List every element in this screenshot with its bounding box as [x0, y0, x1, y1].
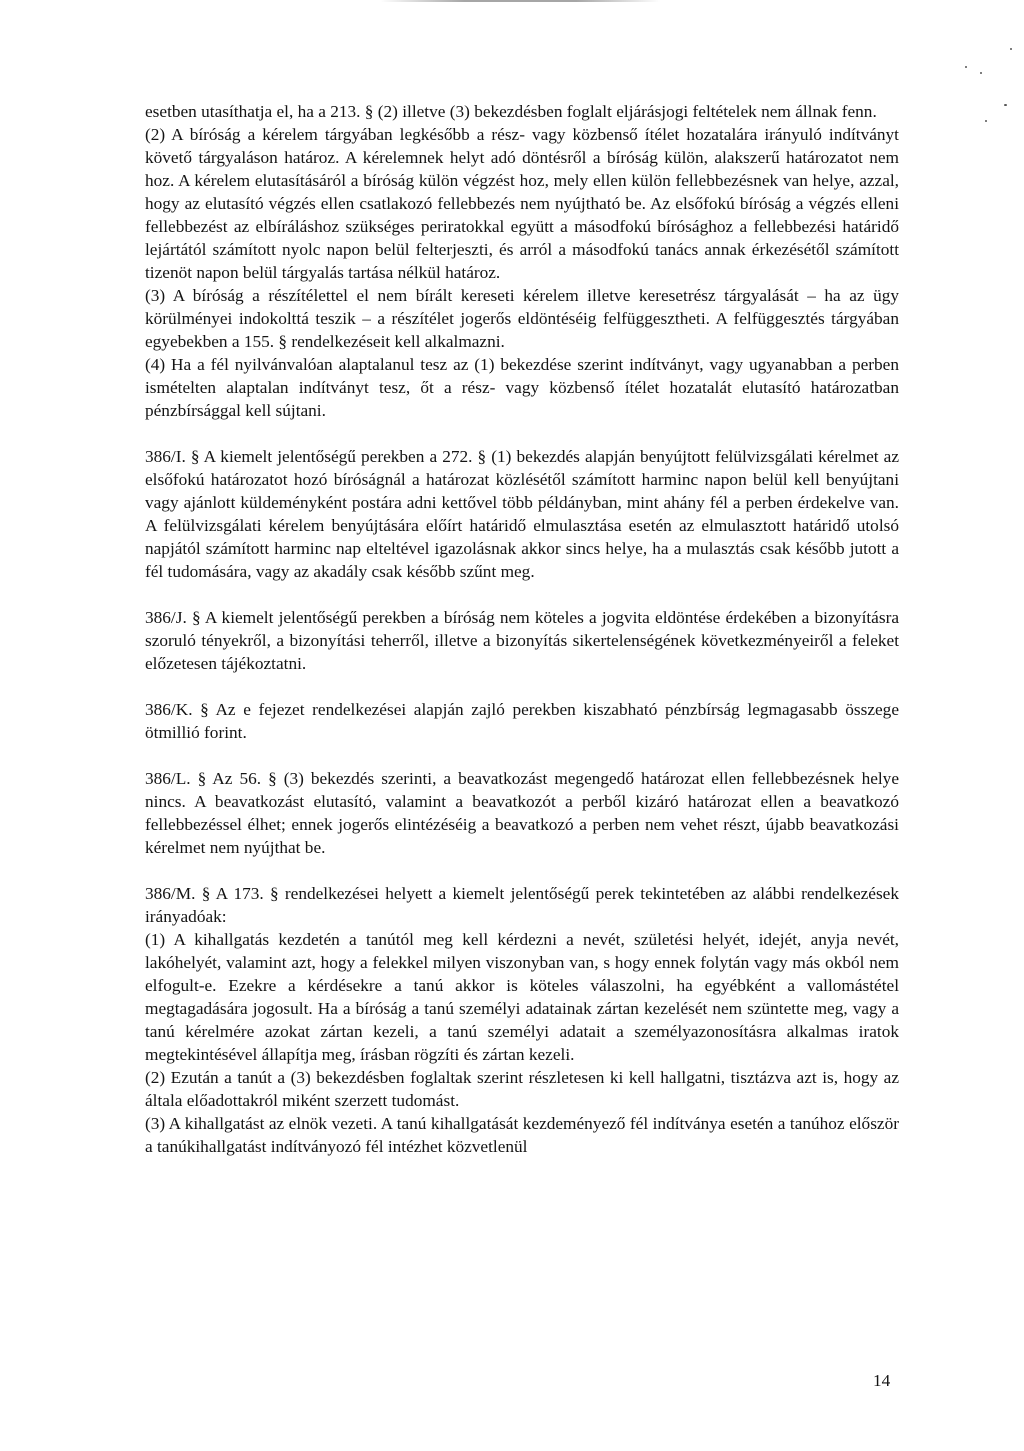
paragraph-spacer: [145, 422, 899, 445]
section-386-m-subsection-1: (1) A kihallgatás kezdetén a tanútól meg kell kérdezni a nevét, születési helyét, idejét, anyja nevét, lakóhelyét, valamint azt, hogy a felekkel milyen viszonyban van, s hogy ennek folytán vagy más okból nem elfogult-e. Ezekre a kérdésekre a tanú akkor is köteles válaszolni, ha egyébként a vallomástétel megtagadására jogosult. Ha a bíróság a tanú személyi adatainak zártan kezelését nem szüntette meg, vagy a tanú kérelmére azokat zártan kezeli, a tanú személyi adatait a személyazonosításra alkalmas iratok megtekintésével állapítja meg, írásban rögzíti és zártan kezeli.: [145, 930, 899, 1064]
paragraph-subsection-2: (2) A bíróság a kérelem tárgyában legkésőbb a rész- vagy közbenső ítélet hozatalára irányuló indítványt követő tárgyaláson határoz. A kérelemnek helyt adó döntésről a bíróság külön, alakszerű határozatot nem hoz. A kérelem elutasításáról a bíróság külön végzést hoz, mely ellen külön fellebbezésnek van helye, azzal, hogy az elutasító végzés ellen csatlakozó fellebbezés nem nyújtható be. Az elsőfokú bíróság a végzés elleni fellebbezést az elbíráláshoz szükséges periratokkal együtt a másodfokú bírósághoz a fellebbezési határidő lejártától számított nyolc napon belül felterjeszti, és arról a másodfokú tanács annak érkezésétől számított tizenöt napon belül tárgyalás tartása nélkül határoz.: [145, 125, 899, 282]
scan-edge-line: [380, 0, 660, 2]
page-number: 14: [873, 1371, 891, 1390]
section-386-i: 386/I. § A kiemelt jelentőségű perekben a 272. § (1) bekezdés alapján benyújtott felülvizsgálati kérelmet az elsőfokú határozatot hozó bíróságnál a határozat közlésétől számított harminc napon belül kell benyújtani vagy ajánlott küldeményként postára adni kettővel több példányban, mint ahány fél a perben érdekelve van. A felülvizsgálati kérelem benyújtására előírt határidő elmulasztása esetén az elmulasztott határidő utolsó napjától számított harminc nap elteltével igazolásnak akkor sincs helye, ha a mulasztás csak később jutott a fél tudomására, vagy az akadály csak később szűnt meg.: [145, 447, 899, 581]
paragraph-spacer: [145, 675, 899, 698]
paragraph-spacer: [145, 744, 899, 767]
section-386-m-subsection-2: (2) Ezután a tanút a (3) bekezdésben foglaltak szerint részletesen ki kell hallgatni, tisztázva azt is, hogy az általa előadottakról miként szerzett tudomást.: [145, 1068, 899, 1110]
scan-speck: [1010, 48, 1012, 50]
scan-speck: [980, 72, 982, 74]
document-page: [145, 100, 899, 1158]
scan-speck: [985, 120, 987, 122]
section-386-m-subsection-3: (3) A kihallgatást az elnök vezeti. A tanú kihallgatását kezdeményező fél indítványa esetén a tanúhoz először a tanúkihallgatást indítványozó fél intézhet közvetlenül: [145, 1114, 899, 1156]
scan-speck: [965, 66, 967, 68]
paragraph-continuation: esetben utasíthatja el, ha a 213. § (2) illetve (3) bekezdésben foglalt eljárásjogi feltételek nem állnak fenn.: [145, 102, 877, 121]
paragraph-spacer: [145, 859, 899, 882]
section-386-j: 386/J. § A kiemelt jelentőségű perekben a bíróság nem köteles a jogvita eldöntése érdekében a bizonyításra szoruló tényekről, a bizonyítási teherről, illetve a bizonyítás sikertelenségének következményeiről a feleket előzetesen tájékoztatni.: [145, 608, 899, 673]
section-386-k: 386/K. § Az e fejezet rendelkezései alapján zajló perekben kiszabható pénzbírság legmagasabb összege ötmillió forint.: [145, 700, 899, 742]
section-386-l: 386/L. § Az 56. § (3) bekezdés szerinti, a beavatkozást megengedő határozat ellen fellebbezésnek helye nincs. A beavatkozást elutasító, valamint a beavatkozót a perből kizáró határozat ellen a beavatkozó fellebbezéssel élhet; ennek jogerős elintézéséig a beavatkozó a perben nem vehet részt, újabb beavatkozási kérelmet nem nyújthat be.: [145, 769, 899, 857]
section-386-m: 386/M. § A 173. § rendelkezései helyett a kiemelt jelentőségű perek tekintetében az alábbi rendelkezések irányadóak:: [145, 884, 899, 926]
scan-speck: [1004, 104, 1007, 106]
paragraph-spacer: [145, 583, 899, 606]
paragraph-subsection-3: (3) A bíróság a részítélettel el nem bírált kereseti kérelem illetve keresetrész tárgyalását – ha az ügy körülményei indokolttá teszik – a részítélet jogerős eldöntéséig felfüggesztheti. A felfüggesztés tárgyában egyebekben a 155. § rendelkezéseit kell alkalmazni.: [145, 286, 899, 351]
paragraph-subsection-4: (4) Ha a fél nyilvánvalóan alaptalanul tesz az (1) bekezdése szerint indítványt, vagy ugyanabban a perben ismételten alaptalan indítványt tesz, őt a rész- vagy közbenső ítélet hozatalát elutasító határozatban pénzbírsággal kell sújtani.: [145, 355, 899, 420]
